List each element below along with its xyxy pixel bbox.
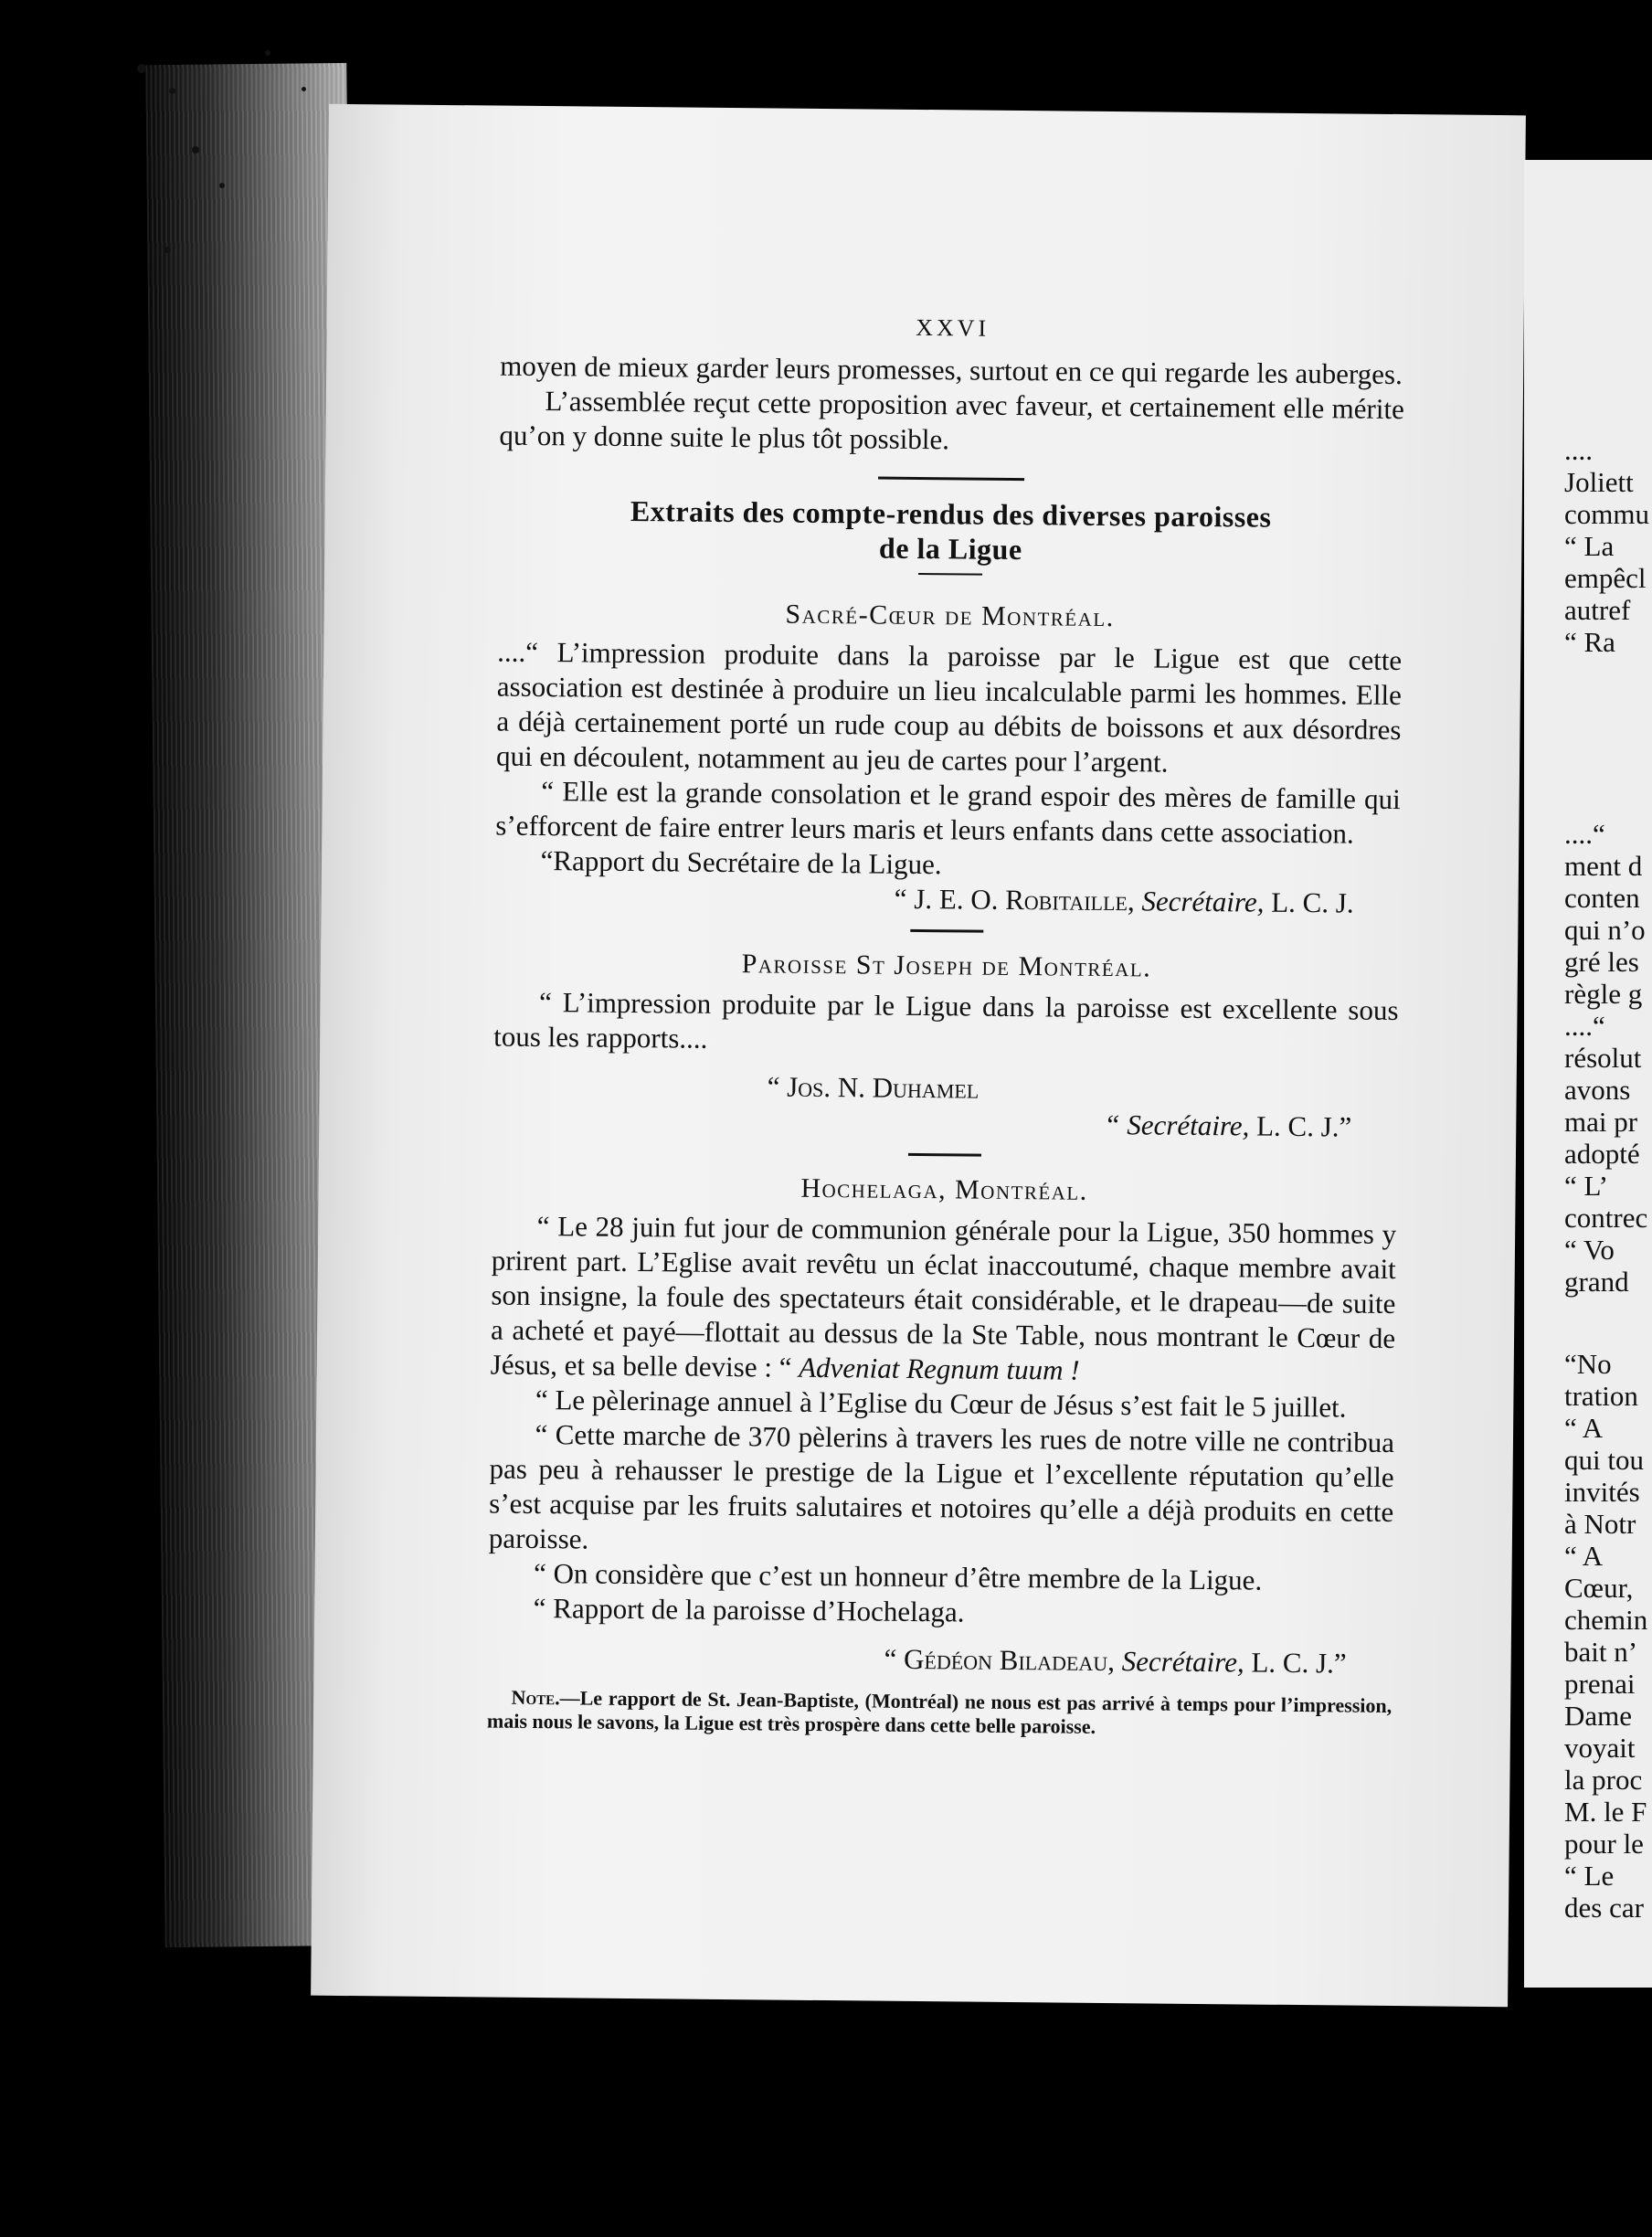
- right-text-line: autref: [1564, 594, 1631, 626]
- parish-heading-st-joseph: Paroisse St Joseph de Montréal.: [741, 949, 1152, 983]
- right-text-line: résolut: [1564, 1042, 1642, 1074]
- report-paragraph: “ Cette marche de 370 pèlerins à travers les rues de notre ville ne contribua pas peu à rehausser le prestige de la Ligue et l’excellente réputation qu’elle s’est acquise par les fruits salutaires et notoires qu’elle a déjà produits en cette paroisse.: [488, 1417, 1395, 1555]
- parish-heading-sacre-coeur: Sacré-Cœur de Montréal.: [785, 599, 1115, 633]
- right-text-line: contrec: [1564, 1202, 1648, 1234]
- right-text-line: bait n’: [1564, 1636, 1638, 1668]
- right-text-line: chemin: [1564, 1604, 1648, 1636]
- right-page-fragment: [1524, 160, 1652, 1988]
- right-text-line: ....“: [1564, 1010, 1605, 1042]
- right-text-line: qui tou: [1564, 1444, 1644, 1476]
- right-text-line: “ A: [1564, 1412, 1604, 1444]
- report-paragraph: “ Elle est la grande consolation et le grand espoir des mères de famille qui s’efforcent de faire entrer leurs maris et leurs enfants dans cette association.: [495, 775, 1401, 850]
- signature-duhamel-name: “ Jos. N. Duhamel: [767, 1070, 980, 1105]
- page-content: [487, 307, 1405, 1762]
- right-text-line: M. le F: [1564, 1796, 1647, 1828]
- report-paragraph: ....“ L’impression produite dans la paroisse par le Ligue est que cette association est destinée à produire un lieu incalculable parmi les hommes. Elle a déjà certainement porté un rude coup au débits de boissons et aux désordres qui en découlent, notamment au jeu de cartes pour l’argent.: [495, 635, 1403, 779]
- intro-paragraph: L’assemblée reçut cette proposition avec faveur, et certainement elle mérite qu’on y donne suite le plus tôt possible.: [499, 385, 1404, 456]
- right-text-line: “ Ra: [1564, 626, 1615, 658]
- signature-duhamel-title: “ Secrétaire, L. C. J.”: [1104, 1108, 1352, 1143]
- right-text-line: règle g: [1564, 978, 1643, 1010]
- separator-rule: [910, 929, 983, 933]
- signature-biladeau: “ Gédéon Biladeau, Secrétaire, L. C. J.”: [884, 1642, 1347, 1680]
- section-rule: [878, 477, 1024, 482]
- right-text-line: ....“: [1564, 818, 1605, 850]
- left-page: [311, 104, 1526, 2007]
- right-text-line: Cœur,: [1564, 1572, 1634, 1604]
- separator-rule: [908, 1153, 981, 1157]
- right-text-line: ment d: [1564, 850, 1643, 882]
- right-text-line: à Notr: [1564, 1508, 1636, 1540]
- right-text-line: adopté: [1564, 1138, 1640, 1170]
- section-title: Extraits des compte-rendus des diverses paroisses de la Ligue: [630, 493, 1272, 567]
- report-paragraph: “ On considère que c’est un honneur d’être membre de la Ligue.: [533, 1556, 1263, 1596]
- right-text-line: “No: [1564, 1348, 1612, 1380]
- footnote: Note.—Le rapport de St. Jean-Baptiste, (Montréal) ne nous est pas arrivé à temps pour l’impression, mais nous le savons, la Ligue est très prospère dans cette belle paroisse.: [486, 1685, 1393, 1738]
- right-text-line: mai pr: [1564, 1106, 1638, 1138]
- report-paragraph: “ Le 28 juin fut jour de communion générale pour la Ligue, 350 hommes y prirent part. L’Eglise avait revêtu un éclat inaccoutumé, chaque membre avait son insigne, la foule des spectateurs était considérable, et le drapeau—de suite a acheté et payé—flottait au dessus de la Ste Table, nous montrant le Cœur de Jésus, et sa belle devise : “ Adveniat Regnum tuum !: [490, 1210, 1397, 1386]
- right-text-line: avons: [1564, 1074, 1631, 1106]
- right-text-line: Dame: [1564, 1700, 1633, 1732]
- right-text-line: conten: [1564, 882, 1640, 914]
- running-head: XXVI: [916, 313, 990, 342]
- parish-heading-hochelaga: Hochelaga, Montréal.: [800, 1172, 1088, 1206]
- right-text-line: prenai: [1564, 1668, 1636, 1700]
- right-text-line: tration: [1564, 1380, 1638, 1412]
- right-text-line: des car: [1564, 1892, 1644, 1924]
- right-text-line: grand: [1564, 1266, 1629, 1298]
- right-text-line: pour le: [1564, 1828, 1644, 1860]
- right-text-line: “ Vo: [1564, 1234, 1615, 1266]
- right-text-line: “ La: [1564, 530, 1615, 562]
- title-rule: [918, 573, 982, 576]
- right-text-line: “ Le: [1564, 1860, 1615, 1892]
- report-paragraph: “ Le pèlerinage annuel à l’Eglise du Cœur de Jésus s’est fait le 5 juillet.: [535, 1383, 1347, 1424]
- right-text-line: qui n’o: [1564, 914, 1646, 946]
- right-text-line: Joliett: [1564, 466, 1634, 498]
- right-text-line: ....: [1564, 434, 1593, 466]
- right-text-line: “ A: [1564, 1540, 1604, 1572]
- report-paragraph: “Rapport du Secrétaire de la Ligue.: [540, 844, 942, 881]
- right-text-line: invités: [1564, 1476, 1640, 1508]
- report-paragraph: “ Rapport de la paroisse d’Hochelaga.: [533, 1591, 965, 1628]
- intro-paragraph: moyen de mieux garder leurs promesses, surtout en ce qui regarde les auberges.: [500, 349, 1403, 391]
- right-text-line: empêcl: [1564, 562, 1647, 594]
- right-text-line: voyait: [1564, 1732, 1636, 1764]
- right-text-line: commu: [1564, 498, 1649, 530]
- right-text-line: “ L’: [1564, 1170, 1608, 1202]
- report-paragraph: “ L’impression produite par le Ligue dans la paroisse est excellente sous tous les rapports....: [493, 986, 1399, 1055]
- right-text-line: gré les: [1564, 946, 1639, 978]
- right-text-line: la proc: [1564, 1764, 1643, 1796]
- signature-robitaille: “ J. E. O. Robitaille, Secrétaire, L. C. J.: [894, 882, 1354, 919]
